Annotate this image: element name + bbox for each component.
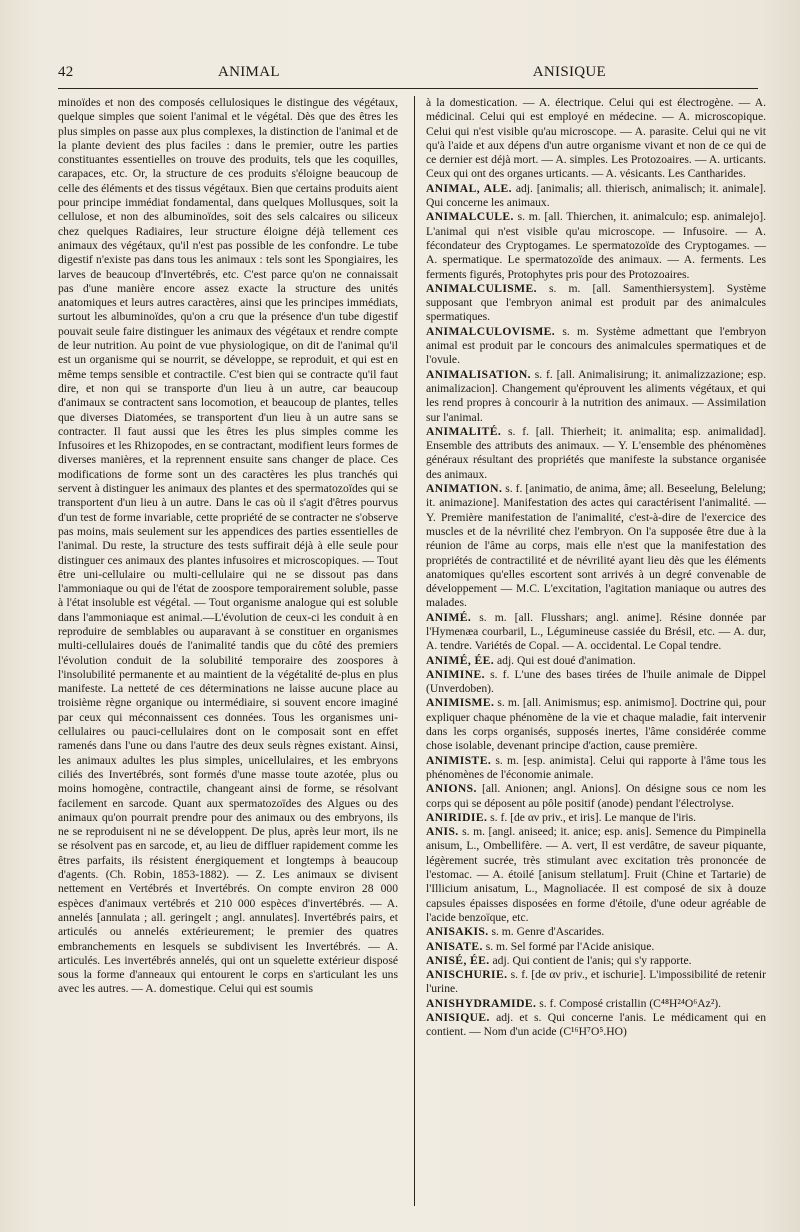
entry-definition: s. m. [esp. animista]. Celui qui rapporte à l'âme tous les phénomènes de l'économie animale. bbox=[426, 753, 766, 781]
entry-definition: [all. Anionen; angl. Anions]. On désigne sous ce nom les corps qui se déposent au pôle positif (anode) pendant l'électrolyse. bbox=[426, 782, 766, 810]
entry-definition: s. m. [angl. aniseed; it. anice; esp. anis]. Semence du Pimpinella anisum, L., Ombellifère. — A. vert, Il est verdâtre, de saveur piquante, légèrement sucrée, très stimulant avec excitation très prononcée de l'estomac. — A. étoilé [anisum stellatum]. Fruit (Chine et Tartarie) de l'Illicium anisatum, L., Magnoliacée. Il est composé de six à douze capsules épaisses disposées en forme d'étoile, d'une odeur agréable de l'acide benzoïque, etc. bbox=[426, 825, 767, 924]
entry-definition: à la domestication. — A. électrique. Celui qui est électrogène. — A. médicinal. Celui qui est employé en médecine. — A. microscopique. Celui qui n'est visible qu'au microscope. — A. parasite. Celui qui ne vit qu'à l'aide et aux dépens d'un autre organisme vivant et non de ce qui de ce dernier est déjà mort. — A. simples. Les Protozoaires. — A. urticants. Ceux qui ont des organes urticants. — A. vésicants. Les Cantharides. bbox=[426, 96, 766, 181]
dictionary-entry bbox=[426, 1011, 766, 1040]
dictionary-entry bbox=[426, 997, 766, 1011]
header-rule bbox=[58, 88, 758, 89]
dictionary-entry bbox=[426, 782, 766, 811]
entry-headword: ANISHYDRAMIDE. bbox=[426, 996, 537, 1010]
entry-headword: ANIMISTE. bbox=[426, 753, 492, 767]
entry-definition: s. m. Système admettant que l'embryon animal est produit par le concours des animalcules spermatiques et de l'ovule. bbox=[426, 324, 766, 367]
entry-definition: s. f. [de αν priv., et iris]. Le manque de l'iris. bbox=[490, 810, 697, 824]
dictionary-entry bbox=[426, 611, 766, 654]
entry-definition: s. f. [all. Thierheit; it. animalita; esp. animalidad]. Ensemble des attributs des animaux. — Y. L'ensemble des phénomènes généraux résultant des propriétés que manifeste la substance organisée des animaux. bbox=[426, 424, 766, 481]
dictionary-entry bbox=[426, 368, 766, 425]
entry-headword: ANIS. bbox=[426, 825, 459, 839]
page-header bbox=[46, 64, 766, 86]
entry-definition: s. m. [all. Animismus; esp. animismo]. Doctrine qui, pour expliquer chaque phénomène de la vie et chaque maladie, fait intervenir dans les corps organisés, supposés inertes, l'âme considérée comme chose isolable, devenant principe d'action, cause première. bbox=[426, 696, 766, 753]
dictionary-entry bbox=[426, 925, 766, 939]
dictionary-entry bbox=[426, 325, 766, 368]
left-column-text: minoïdes et non des composés cellulosiques le distingue des végétaux, quelque simples que soient l'animal et le végétal. Dès que des êtres les plus simples on passe aux plus complexes, la distinction de l'animal et de la plante devient des plus faciles : dans le premier, outre les parties constituantes essentielles on trouve des produits, tels que les coquilles, carapaces, etc. Or, la structure de ces produits s'éloigne beaucoup de celle des éléments et des tissus végétaux. Bien que certains produits aient pour principe immédiat fondamental, dans quelques Mollusques, soit la cellulose, et non des albuminoïdes, soit des sels calcaires ou siliceux chez quelques Radiaires, leur structure éloigne déjà tellement ces animaux des végétaux, qu'il n'est pas possible de les confondre. Le tube digestif n'existe pas dans tous les animaux : tels sont les Spongiaires, les larves de beaucoup d'Invertébrés, etc. C'est parce qu'on ne connaissait pas d'une manière encore assez exacte la structure des unités anatomiques et leurs autres caractères, ainsi que les principes immédiats, surtout les albuminoïdes, qu'on a cru que la présence d'un tube digestif pouvait seule faire distinguer les animaux des végétaux et rendre compte de leur nutrition. Au point de vue physiologique, on dit de l'animal qu'il est un organisme qui se nourrit, se développe, se reproduit, et qui est en même temps sensible et contractile. C'est bien qui se contracte qu'il faut dire, et non qui se transporte d'un lieu à un autre, car beaucoup d'animaux se contractent sans locomotion, et beaucoup de plantes, telles que diverses Diatomées, se transportent d'un lieu à un autre sans se contracter. Il faut aussi que les êtres les plus simples comme les Infusoires et les Rhizopodes, en se contractant, modifient leurs formes de diverses manières, et la reprennent ensuite sans changer de place. Ces modifications de forme sont un des caractères les plus tranchés qui servent à distinguer les animaux des plantes et des spermatozoïdes qui se transportent d'un lieu à un autre. Dans le cas où il s'agit d'êtres pourvus d'un test de forme invariable, cette propriété de se contracter ne s'observe pas moins, mais seulement sur les appendices des parties essentielles de l'animal. Du reste, la structure des tests suffirait déjà à elle seule pour distinguer ces animaux des plantes infusoires et microscopiques. — Tout être uni-cellulaire ou multi-cellulaire qui ne se dissout pas dans l'ammoniaque ou qui de l'état de zoospore temporairement soluble, passe à l'état insoluble est végétal. — Tout organisme analogue qui est soluble dans l'ammoniaque est animal.—L'évolution de ceux-ci les conduit à en reproduire de semblables ou auparavant à se constituer en organismes multi-cellulaires doués de l'animalité tandis que du côté des premiers l'évolution conduit de la solubilité temporaire des zoospores à l'insolubilité permanente et au maintient de la végétalité de-plus en plus manifeste. La netteté de ces déterminations ne laisse aucune place au troisième règne organique ou intermédiaire, si souvent encore imaginé par ceux qui méconnaissent ces données. Tous les organismes uni-cellulaires ou pauci-cellulaires dont on le composait sont en effet ramenés dans l'une ou dans l'autre des deux seuls règnes existant. Ainsi, les animaux adultes les plus simples, unicellulaires, et les embryons ciliés des Invertébrés, sont formés d'une masse toute azotée, plus ou moins homogène, contractile, changeant ainsi de forme, se résolvant facilement en sarcode. Quant aux spermatozoïdes des Algues ou des animaux qu'on pourrait prendre pour des animaux ou des embryons, ils ne se reproduisent ni ne se développent. De plus, après leur mort, ils ne se résolvent pas en sarcode, et, au lieu de diffluer rapidement comme les êtres parfaits, ils résistent énergiquement et longtemps à beaucoup d'agents. (Ch. Robin, 1853-1882). — Z. Les animaux se divisent nettement en Vertébrés et Invertébrés. On compte environ 28 000 espèces d'animaux vertébrés et 210 000 espèces d'invertébrés. — A. annelés [annulata ; all. geringelt ; angl. annulates]. Invertébrés pairs, et articulés ou annelés extérieurement; le premier des quatres embranchements en lesquels se subdivisent les Invertébrés. — A. articulés. Les invertébrés annelés, qui ont un squelette extérieur disposé sous la forme d'anneaux qui entourent le corps en s'articulant les uns avec les autres. — A. domestique. Celui qui est soumis bbox=[58, 96, 398, 996]
dictionary-entry bbox=[426, 696, 766, 753]
entry-headword: ANIMATION. bbox=[426, 482, 503, 496]
column-divider bbox=[414, 96, 415, 1206]
entry-headword: ANIMAL, ALE. bbox=[426, 181, 512, 195]
right-running-head: ANISIQUE bbox=[532, 64, 606, 80]
entry-definition: adj. et s. Qui concerne l'anis. Le médicament qui en contient. — Nom d'un acide (C¹⁶H⁷O⁵.HO) bbox=[426, 1011, 766, 1039]
entry-definition: s. m. [all. Thierchen, it. animalculo; esp. animalejo]. L'animal qui n'est visible qu'au microscope. — Infusoire. — A. fécondateur des Cryptogames. Le spermatozoïde des Cryptogames. — A. spermatique. Le spermatozoïde des animaux. — A. ferments. Les ferments figurés, Protophytes pris pour des Protozoaires. bbox=[426, 210, 766, 281]
dictionary-entry bbox=[426, 825, 766, 925]
page-number: 42 bbox=[58, 64, 74, 80]
entry-definition: s. m. Sel formé par l'Acide anisique. bbox=[485, 939, 655, 953]
entry-headword: ANIRIDIE. bbox=[426, 810, 488, 824]
entry-headword: ANISATE. bbox=[426, 939, 483, 953]
dictionary-entry bbox=[426, 96, 766, 182]
entry-headword: ANIMALCULISME. bbox=[426, 281, 537, 295]
entry-headword: ANIMALCULOVISME. bbox=[426, 324, 556, 338]
entry-definition: s. f. Composé cristallin (C⁴⁸H²⁴O⁶Az²). bbox=[539, 996, 722, 1010]
entry-headword: ANISIQUE. bbox=[426, 1011, 490, 1024]
dictionary-entry bbox=[426, 968, 766, 997]
entry-headword: ANIMISME. bbox=[426, 696, 495, 710]
right-column bbox=[426, 96, 766, 1040]
dictionary-entry bbox=[426, 940, 766, 954]
entry-headword: ANIMÉ. bbox=[426, 610, 472, 624]
dictionary-entry bbox=[426, 182, 766, 211]
dictionary-entry bbox=[426, 282, 766, 325]
dictionary-entry bbox=[426, 482, 766, 611]
entry-definition: adj. [animalis; all. thierisch, animalisch; it. animale]. Qui concerne les animaux. bbox=[426, 181, 766, 210]
left-running-head: ANIMAL bbox=[218, 64, 280, 80]
entry-headword: ANIONS. bbox=[426, 782, 477, 796]
left-column bbox=[58, 96, 398, 997]
entry-headword: ANISCHURIE. bbox=[426, 968, 508, 982]
entry-headword: ANIMÉ, ÉE. bbox=[426, 653, 495, 667]
entry-definition: s. f. [de αν priv., et ischurie]. L'impossibilité de retenir l'urine. bbox=[426, 968, 766, 996]
entry-headword: ANISAKIS. bbox=[426, 925, 489, 939]
entry-headword: ANIMALCULE. bbox=[426, 210, 514, 224]
entry-headword: ANIMINE. bbox=[426, 667, 485, 681]
entry-definition: adj. Qui contient de l'anis; qui s'y rapporte. bbox=[492, 953, 692, 967]
dictionary-entry bbox=[426, 654, 766, 668]
dictionary-entry bbox=[426, 210, 766, 281]
dictionary-entry bbox=[426, 954, 766, 968]
entry-definition: adj. Qui est doué d'animation. bbox=[497, 653, 636, 667]
entry-headword: ANIMALISATION. bbox=[426, 367, 531, 381]
dictionary-entry bbox=[426, 754, 766, 783]
entry-headword: ANISÉ, ÉE. bbox=[426, 953, 490, 967]
entry-headword: ANIMALITÉ. bbox=[426, 424, 502, 438]
dictionary-entry bbox=[426, 668, 766, 697]
dictionary-entry bbox=[426, 425, 766, 482]
entry-definition: s. m. Genre d'Ascarides. bbox=[491, 925, 605, 939]
dictionary-entry bbox=[426, 811, 766, 825]
entry-definition: s. f. [all. Animalisirung; it. animalizzazione; esp. animalizacion]. Changement qu'éprouvent les aliments végétaux, et qui les rend propres à concourir à la nutrition des animaux. — Assimilation sur l'animal. bbox=[426, 367, 766, 424]
entry-definition: s. m. [all. Flusshars; angl. anime]. Résine donnée par l'Hymenæa courbaril, L., Légumineuse cassiée du Brésil, etc. — A. dur, A. tendre. Variétés de Copal. — A. occidental. Le Copal tendre. bbox=[426, 610, 766, 653]
entry-definition: s. f. L'une des bases tirées de l'huile animale de Dippel (Unverdoben). bbox=[426, 667, 766, 696]
entry-definition: s. m. [all. Samenthiersystem]. Système supposant que l'embryon animal est produit par des animalcules spermatiques. bbox=[426, 281, 766, 324]
entry-definition: s. f. [animatio, de anima, âme; all. Beseelung, Belelung; it. animazione]. Manifestation des actes qui caractérisent l'animalité. — Y. Première manifestation de l'animalité, c'est-à-dire de l'exercice des muscles et de la névrilité chez l'embryon. On l'a supposée être due à la réunion de l'âme au corps, mais elle n'est que la manifestation des propriétés de contractilité et de névrilité ayant lieu dès que les éléments anatomiques qu'elles escortent sont arrivés à un degré convenable de développement — M.C. L'excitation, l'agitation maniaque ou autres des malades. bbox=[426, 482, 766, 610]
